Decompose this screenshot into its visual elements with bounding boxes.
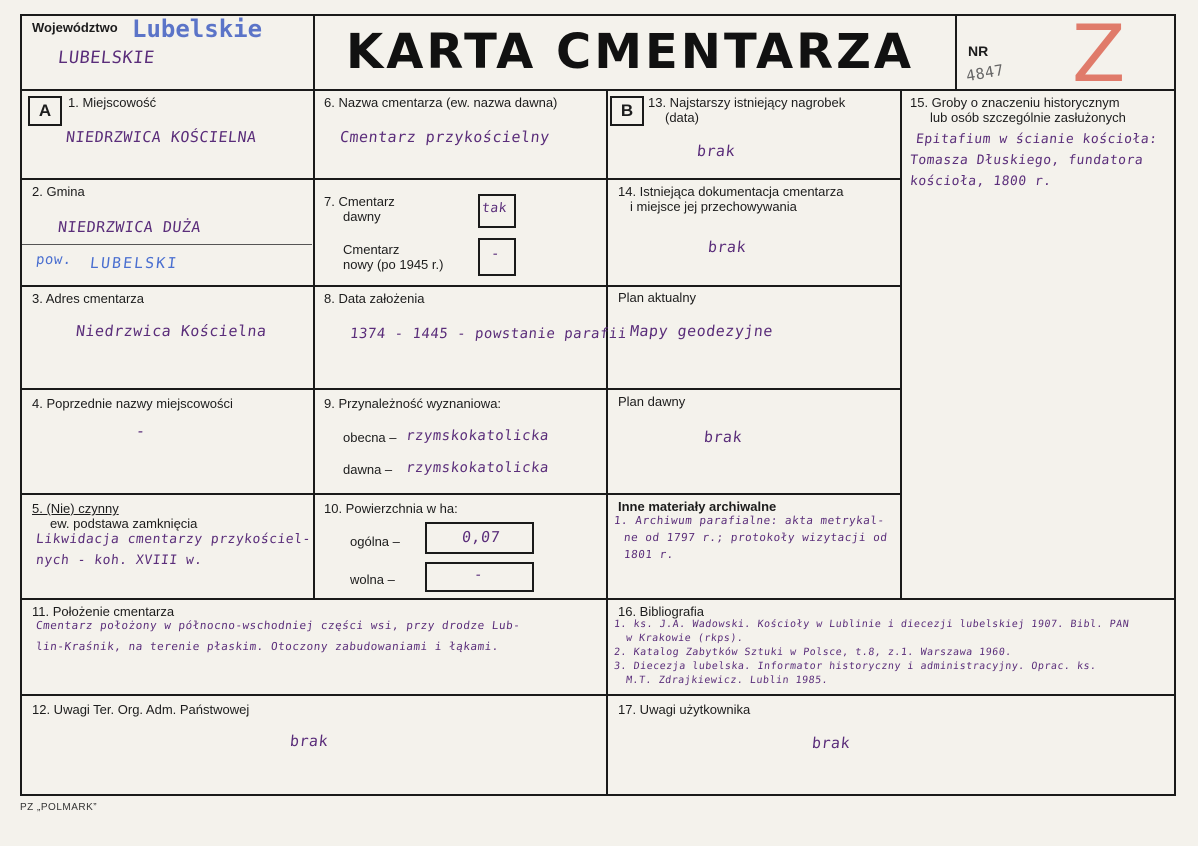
field-12-label: 12. Uwagi Ter. Org. Adm. Państwowej (32, 702, 250, 717)
field-14-value: brak (707, 238, 748, 256)
field-5-label: 5. (Nie) czynny (32, 501, 119, 516)
field-16-value-line-2: w Krakowie (rkps). (625, 633, 744, 644)
field-16-value-line-4: 3. Diecezja lubelska. Informator historyczny i administracyjny. Oprac. ks. (613, 661, 1098, 672)
header-divider-left (313, 14, 315, 91)
b-row-line-3 (606, 388, 902, 390)
field-15-sublabel: lub osób szczególnie zasłużonych (930, 110, 1126, 125)
field-15-value-line-2: Tomasza Dłuskiego, fundatora (909, 153, 1144, 168)
plan-dawny-value: brak (703, 428, 744, 446)
inne-materialy-value-line-3: 1801 r. (623, 548, 675, 561)
field-2-value: NIEDRZWICA DUŻA (57, 218, 202, 236)
field-3-label: 3. Adres cmentarza (32, 291, 144, 306)
inne-materialy-value-line-1: 1. Archiwum parafialne: akta metrykal- (613, 514, 886, 527)
wojewodztwo-label: Województwo (32, 20, 118, 35)
field-10-label: 10. Powierzchnia w ha: (324, 501, 458, 516)
field-16-label: 16. Bibliografia (618, 604, 704, 619)
field-10-wolna-label: wolna – (350, 572, 395, 587)
b-row-line-2 (606, 285, 902, 287)
section-b-marker: B (610, 96, 644, 126)
card-title: KARTA CMENTARZA (346, 24, 915, 80)
field-15-value-line-1: Epitafium w ścianie kościoła: (915, 132, 1159, 147)
col-divider-1 (313, 89, 315, 599)
field-8-label: 8. Data założenia (324, 291, 425, 306)
section-a-marker: A (28, 96, 62, 126)
header-divider-right (955, 14, 957, 91)
row-line-2 (20, 285, 608, 287)
row-line-1 (20, 178, 608, 180)
printer-mark: PZ „POLMARK” (20, 802, 98, 813)
field-10-ogolna-label: ogólna – (350, 534, 400, 549)
field-16-value-line-3: 2. Katalog Zabytków Sztuki w Polsce, t.8, z.1. Warszawa 1960. (613, 647, 1013, 658)
field-7-dawny-value: tak (481, 201, 508, 216)
b-row-line-4 (606, 493, 902, 495)
field-6-value: Cmentarz przykościelny (339, 128, 551, 146)
field-5-sublabel: ew. podstawa zamknięcia (50, 516, 198, 531)
wojewodztwo-handwritten: LUBELSKIE (56, 48, 156, 68)
b-row-line-1 (606, 178, 902, 180)
field-5-value-line-1: Likwidacja cmentarzy przykościel- (35, 532, 312, 547)
field-11-value-line-2: lin-Kraśnik, na terenie płaskim. Otoczony zabudowaniami i łąkami. (35, 640, 500, 653)
field-17-value: brak (811, 734, 852, 752)
frame-right (1174, 14, 1176, 796)
field-11-label: 11. Położenie cmentarza (32, 604, 175, 619)
frame-bottom (20, 794, 1176, 796)
field-9-dawna-label: dawna – (343, 462, 393, 477)
field-16-value-line-1: 1. ks. J.A. Wadowski. Kościoły w Lublinie i diecezji lubelskiej 1907. Bibl. PAN (613, 619, 1130, 630)
field-2-pow-label: pow. (35, 252, 73, 268)
plan-dawny-label: Plan dawny (618, 394, 686, 409)
field-7-nowy-title: Cmentarz (343, 242, 400, 257)
frame-left (20, 14, 22, 796)
plan-aktualny-value: Mapy geodezyjne (629, 322, 774, 340)
row-line-4 (20, 493, 608, 495)
field-14-label: 14. Istniejąca dokumentacja cmentarza (618, 184, 844, 199)
field-17-label: 17. Uwagi użytkownika (618, 702, 751, 717)
nr-label: NR (968, 43, 989, 59)
field-15-label: 15. Groby o znaczeniu historycznym (910, 95, 1120, 110)
field-14-sublabel: i miejsce jej przechowywania (630, 199, 797, 214)
field-3-value: Niedrzwica Kościelna (75, 322, 268, 340)
field-1-label: 1. Miejscowość (68, 95, 157, 110)
field-1-value: NIEDRZWICA KOŚCIELNA (65, 128, 258, 146)
field-9-obecna-label: obecna – (343, 430, 397, 445)
nr-letter: Z (1072, 10, 1126, 100)
field-15-value-line-3: kościoła, 1800 r. (909, 174, 1053, 189)
field-7-dawny-label: dawny (343, 209, 381, 224)
field-13-sublabel: (data) (665, 110, 699, 125)
field-13-label: 13. Najstarszy istniejący nagrobek (648, 95, 846, 110)
inne-materialy-value-line-2: ne od 1797 r.; protokoły wizytacji od (623, 531, 889, 544)
inne-materialy-label: Inne materiały archiwalne (618, 499, 777, 514)
field-11-value-line-1: Cmentarz położony w północno-wschodniej części wsi, przy drodze Lub- (35, 619, 522, 632)
row-line-6 (20, 694, 1176, 696)
field-9-label: 9. Przynależność wyznaniowa: (324, 396, 502, 411)
field-10-ogolna-value: 0,07 (461, 528, 502, 546)
col-divider-3 (900, 89, 902, 599)
field-9-dawna-value: rzymskokatolicka (405, 460, 550, 476)
field-12-value: brak (289, 732, 330, 750)
gmina-separator (22, 244, 312, 245)
field-7-label: 7. Cmentarz (324, 194, 395, 209)
field-2-pow-value: LUBELSKI (89, 254, 180, 272)
field-4-label: 4. Poprzednie nazwy miejscowości (32, 396, 233, 411)
field-16-value-line-5: M.T. Zdrajkiewicz. Lublin 1985. (625, 675, 829, 686)
field-13-value: brak (696, 142, 737, 160)
row-line-5 (20, 598, 1176, 600)
nr-value: 4847 (964, 60, 1006, 86)
field-7-nowy-value: - (490, 246, 501, 262)
field-10-wolna-value: - (473, 567, 484, 583)
plan-aktualny-label: Plan aktualny (618, 290, 697, 305)
field-2-label: 2. Gmina (32, 184, 85, 199)
field-4-value: - (135, 422, 147, 440)
field-5-value-line-2: nych - koh. XVIII w. (35, 553, 204, 568)
header-bottom-line (20, 89, 1176, 91)
field-9-obecna-value: rzymskokatolicka (405, 428, 550, 444)
field-8-value: 1374 - 1445 - powstanie parafii (349, 326, 628, 342)
row-line-3 (20, 388, 608, 390)
col-divider-2 (606, 89, 608, 796)
field-6-label: 6. Nazwa cmentarza (ew. nazwa dawna) (324, 95, 558, 110)
field-7-nowy-label: nowy (po 1945 r.) (343, 257, 444, 272)
wojewodztwo-stamp: Lubelskie (132, 15, 263, 43)
